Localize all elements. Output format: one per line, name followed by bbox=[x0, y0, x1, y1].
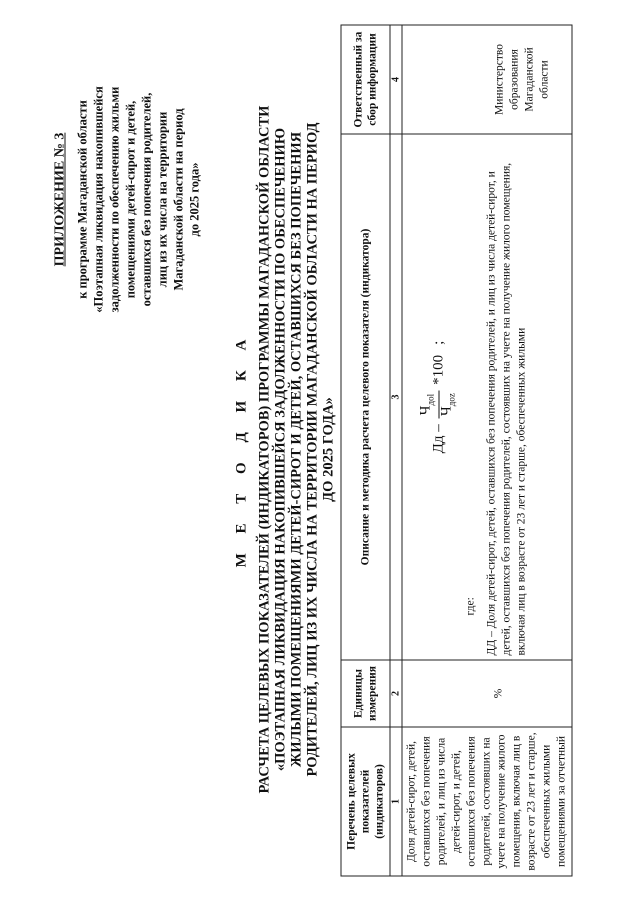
appendix-line: оставшихся без попечения родителей, bbox=[139, 92, 154, 307]
document-title bbox=[234, 25, 337, 875]
appendix-line: помещениями детей-сирот и детей, bbox=[123, 100, 138, 299]
header-responsible: Ответственный за сбор информации bbox=[341, 25, 390, 134]
column-number: 4 bbox=[390, 25, 402, 134]
title-line: РОДИТЕЛЕЙ, ЛИЦ ИЗ ИХ ЧИСЛА НА ТЕРРИТОРИИ МАГАДАНСКОЙ ОБЛАСТИ НА ПЕРИОД bbox=[304, 122, 321, 777]
formula-rhs: *100 bbox=[430, 354, 447, 385]
description-text: ДД – Доля детей-сирот, детей, оставшихся без попечения родителей, и лиц из числа детей-сирот, и детей, оставшихся без попечения родителей, состоявших на учете на получение жилого помещения, включая лиц в возрасте от 23 лет и старше, обеспеченных жилыми bbox=[485, 162, 528, 656]
where-label: где: bbox=[464, 597, 477, 616]
appendix-line: до 2025 года» bbox=[187, 162, 202, 237]
numerator-symbol: Ч bbox=[417, 405, 434, 416]
unit-value: % bbox=[492, 688, 505, 699]
denominator-symbol: Ч bbox=[438, 406, 455, 416]
title-line: ДО 2025 ГОДА» bbox=[320, 397, 337, 502]
column-number: 3 bbox=[390, 134, 402, 660]
appendix-line: к программе Магаданской области bbox=[75, 100, 90, 299]
formula-fraction bbox=[419, 391, 460, 418]
appendix-line: «Поэтапная ликвидация накопившейся bbox=[91, 86, 106, 313]
formula bbox=[419, 139, 460, 656]
table-row bbox=[402, 25, 572, 876]
appendix-header bbox=[53, 55, 203, 345]
column-number-row bbox=[390, 25, 402, 876]
table-header-row bbox=[341, 25, 390, 876]
title-line: «ПОЭТАПНАЯ ЛИКВИДАЦИЯ НАКОПИВШЕЙСЯ ЗАДОЛЖЕННОСТИ ПО ОБЕСПЕЧЕНИЮ bbox=[272, 127, 289, 772]
responsible-value: Министерство образования Магаданской области bbox=[493, 44, 551, 115]
header-units: Единицы измерения bbox=[341, 660, 390, 727]
header-description: Описание и методика расчета целевого показателя (индикатора) bbox=[341, 134, 390, 660]
document-page bbox=[1, 0, 640, 905]
indicator-cell: Доля детей-сирот, детей, оставшихся без попечения родителей, и лиц из числа детей-сирот, и детей, оставшихся без попечения родителей, состоявших на учете на получение жилого помещения, включая лиц в возрасте от 23 лет и старше, обеспеченных жилыми помещениями за отчетный bbox=[402, 727, 572, 876]
denominator-subscript: доz bbox=[446, 393, 457, 407]
header-indicators: Перечень целевых показателей (индикаторов) bbox=[341, 727, 390, 876]
formula-numerator bbox=[419, 391, 440, 418]
column-number: 2 bbox=[390, 660, 402, 727]
title-line: РАСЧЕТА ЦЕЛЕВЫХ ПОКАЗАТЕЛЕЙ (ИНДИКАТОРОВ) ПРОГРАММЫ МАГАДАНСКОЙ ОБЛАСТИ bbox=[256, 105, 273, 794]
formula-denominator bbox=[440, 393, 460, 416]
responsible-cell bbox=[402, 25, 572, 134]
description-cell bbox=[402, 134, 572, 660]
appendix-line: задолженности по обеспечению жильми bbox=[107, 86, 122, 313]
formula-tail: ; bbox=[430, 340, 447, 345]
appendix-line: Магаданской области на период bbox=[171, 108, 186, 291]
formula-lhs: Дд – bbox=[430, 424, 447, 454]
indicators-table bbox=[341, 25, 573, 877]
appendix-title: ПРИЛОЖЕНИЕ № 3 bbox=[52, 132, 68, 267]
methodology-heading: М Е Т О Д И К А bbox=[233, 331, 250, 568]
appendix-line: лиц из их числа на территории bbox=[155, 111, 170, 288]
unit-cell bbox=[402, 660, 572, 727]
numerator-subscript: доl bbox=[425, 393, 436, 406]
column-number: 1 bbox=[390, 727, 402, 876]
title-line: ЖИЛЫМИ ПОМЕЩЕНИЯМИ ДЕТЕЙ-СИРОТ И ДЕТЕЙ, ОСТАВШИХСЯ БЕЗ ПОПЕЧЕНИЯ bbox=[288, 131, 305, 768]
